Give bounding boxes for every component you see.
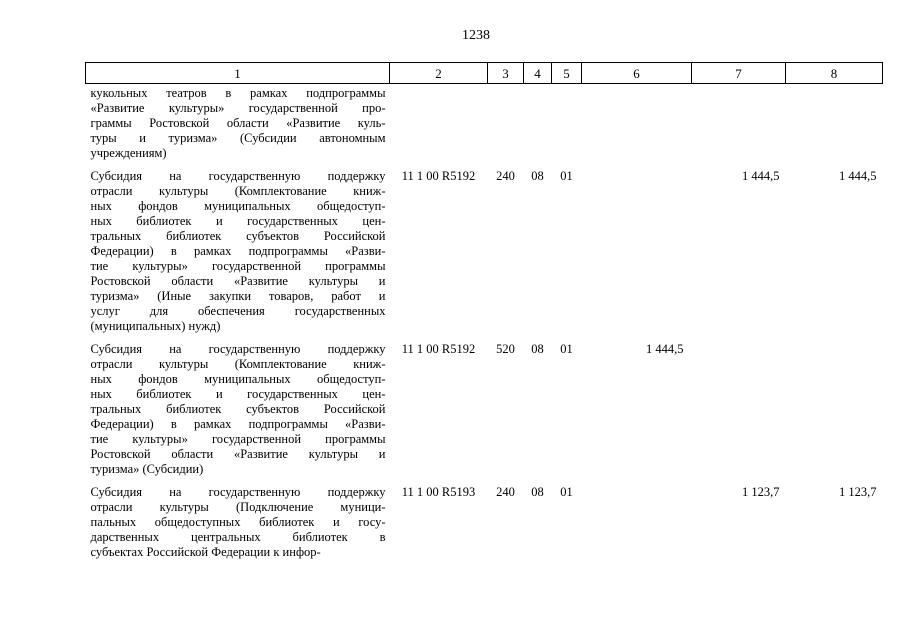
- row-description: [86, 334, 390, 477]
- header-row: [86, 63, 883, 84]
- cell-amount-col8: 1 444,5: [839, 169, 877, 183]
- description-line: туризма» (Иные закупки товаров, работ и: [90, 289, 386, 303]
- description-line: туры и туризма» (Субсидии автономным: [90, 131, 386, 145]
- header-col-1: 1: [86, 63, 390, 84]
- cell-amount-col6: [582, 161, 692, 334]
- cell-subsection: 01: [560, 342, 573, 356]
- header-col-3: 3: [488, 63, 524, 84]
- table-row: [86, 477, 883, 560]
- row-description: [86, 84, 390, 162]
- description-line: ных библиотек и государственных цен-: [90, 387, 386, 401]
- description-line: ных фондов муниципальных общедоступ-: [90, 372, 386, 386]
- header-col-5: 5: [552, 63, 582, 84]
- description-line: отрасли культуры (Комплектование книж-: [90, 184, 386, 198]
- cell-subsection: [552, 84, 582, 162]
- description-line: пальных общедоступных библиотек и госу-: [90, 515, 386, 529]
- description-line: Ростовской области «Развитие культуры и: [90, 274, 386, 288]
- description-line: Ростовской области «Развитие культуры и: [90, 447, 386, 461]
- description-line: ных фондов муниципальных общедоступ-: [90, 199, 386, 213]
- cell-expense-type: 240: [496, 169, 515, 183]
- description-line: Федерации) в рамках подпрограммы «Разви-: [90, 417, 386, 431]
- description-line: услуг для обеспечения государственных: [90, 304, 386, 318]
- cell-expense-type: 240: [496, 485, 515, 499]
- description-line: тральных библиотек субъектов Российской: [90, 402, 386, 416]
- description-line: дарственных центральных библиотек в: [90, 530, 386, 544]
- cell-section: 08: [531, 485, 544, 499]
- description-line: граммы Ростовской области «Развитие куль-: [90, 116, 386, 130]
- description-line: (муниципальных) нужд): [90, 319, 221, 333]
- cell-section: [524, 84, 552, 162]
- cell-target-article: 11 1 00 R5193: [401, 485, 476, 499]
- cell-amount-col7: 1 444,5: [742, 169, 780, 183]
- header-col-6: 6: [582, 63, 692, 84]
- cell-amount-col6: [582, 84, 692, 162]
- table-row: [86, 334, 883, 477]
- row-description: [86, 161, 390, 334]
- table-row: [86, 84, 883, 162]
- description-line: Субсидия на государственную поддержку: [90, 169, 386, 183]
- cell-expense-type: [488, 84, 524, 162]
- table-row: [86, 161, 883, 334]
- cell-target-article: [390, 84, 488, 162]
- header-col-2: 2: [390, 63, 488, 84]
- description-line: тие культуры» государственной программы: [90, 432, 386, 446]
- cell-amount-col8: [786, 334, 883, 477]
- description-line: ных библиотек и государственных цен-: [90, 214, 386, 228]
- cell-amount-col8: [786, 84, 883, 162]
- description-line: Федерации) в рамках подпрограммы «Разви-: [90, 244, 386, 258]
- cell-amount-col7: [692, 84, 786, 162]
- description-line: тральных библиотек субъектов Российской: [90, 229, 386, 243]
- cell-amount-col7: [692, 334, 786, 477]
- cell-target-article: 11 1 00 R5192: [401, 169, 476, 183]
- description-line: кукольных театров в рамках подпрограммы: [90, 86, 386, 100]
- description-line: тие культуры» государственной программы: [90, 259, 386, 273]
- cell-subsection: 01: [560, 485, 573, 499]
- cell-target-article: 11 1 00 R5192: [401, 342, 476, 356]
- cell-expense-type: 520: [496, 342, 515, 356]
- description-line: учреждениям): [90, 146, 167, 160]
- cell-section: 08: [531, 342, 544, 356]
- description-line: отрасли культуры (Подключение муници-: [90, 500, 386, 514]
- cell-amount-col7: 1 123,7: [742, 485, 780, 499]
- description-line: Субсидия на государственную поддержку: [90, 485, 386, 499]
- description-line: «Развитие культуры» государственной про-: [90, 101, 386, 115]
- header-col-4: 4: [524, 63, 552, 84]
- header-col-7: 7: [692, 63, 786, 84]
- description-line: туризма» (Субсидии): [90, 462, 204, 476]
- header-col-8: 8: [786, 63, 883, 84]
- page-number: 1238: [462, 28, 490, 43]
- cell-subsection: 01: [560, 169, 573, 183]
- row-description: [86, 477, 390, 560]
- description-line: отрасли культуры (Комплектование книж-: [90, 357, 386, 371]
- cell-section: 08: [531, 169, 544, 183]
- description-line: субъектах Российской Федерации к инфор-: [90, 545, 321, 559]
- cell-amount-col6: 1 444,5: [646, 342, 684, 356]
- cell-amount-col8: 1 123,7: [839, 485, 877, 499]
- description-line: Субсидия на государственную поддержку: [90, 342, 386, 356]
- cell-amount-col6: [582, 477, 692, 560]
- budget-table: [85, 62, 883, 560]
